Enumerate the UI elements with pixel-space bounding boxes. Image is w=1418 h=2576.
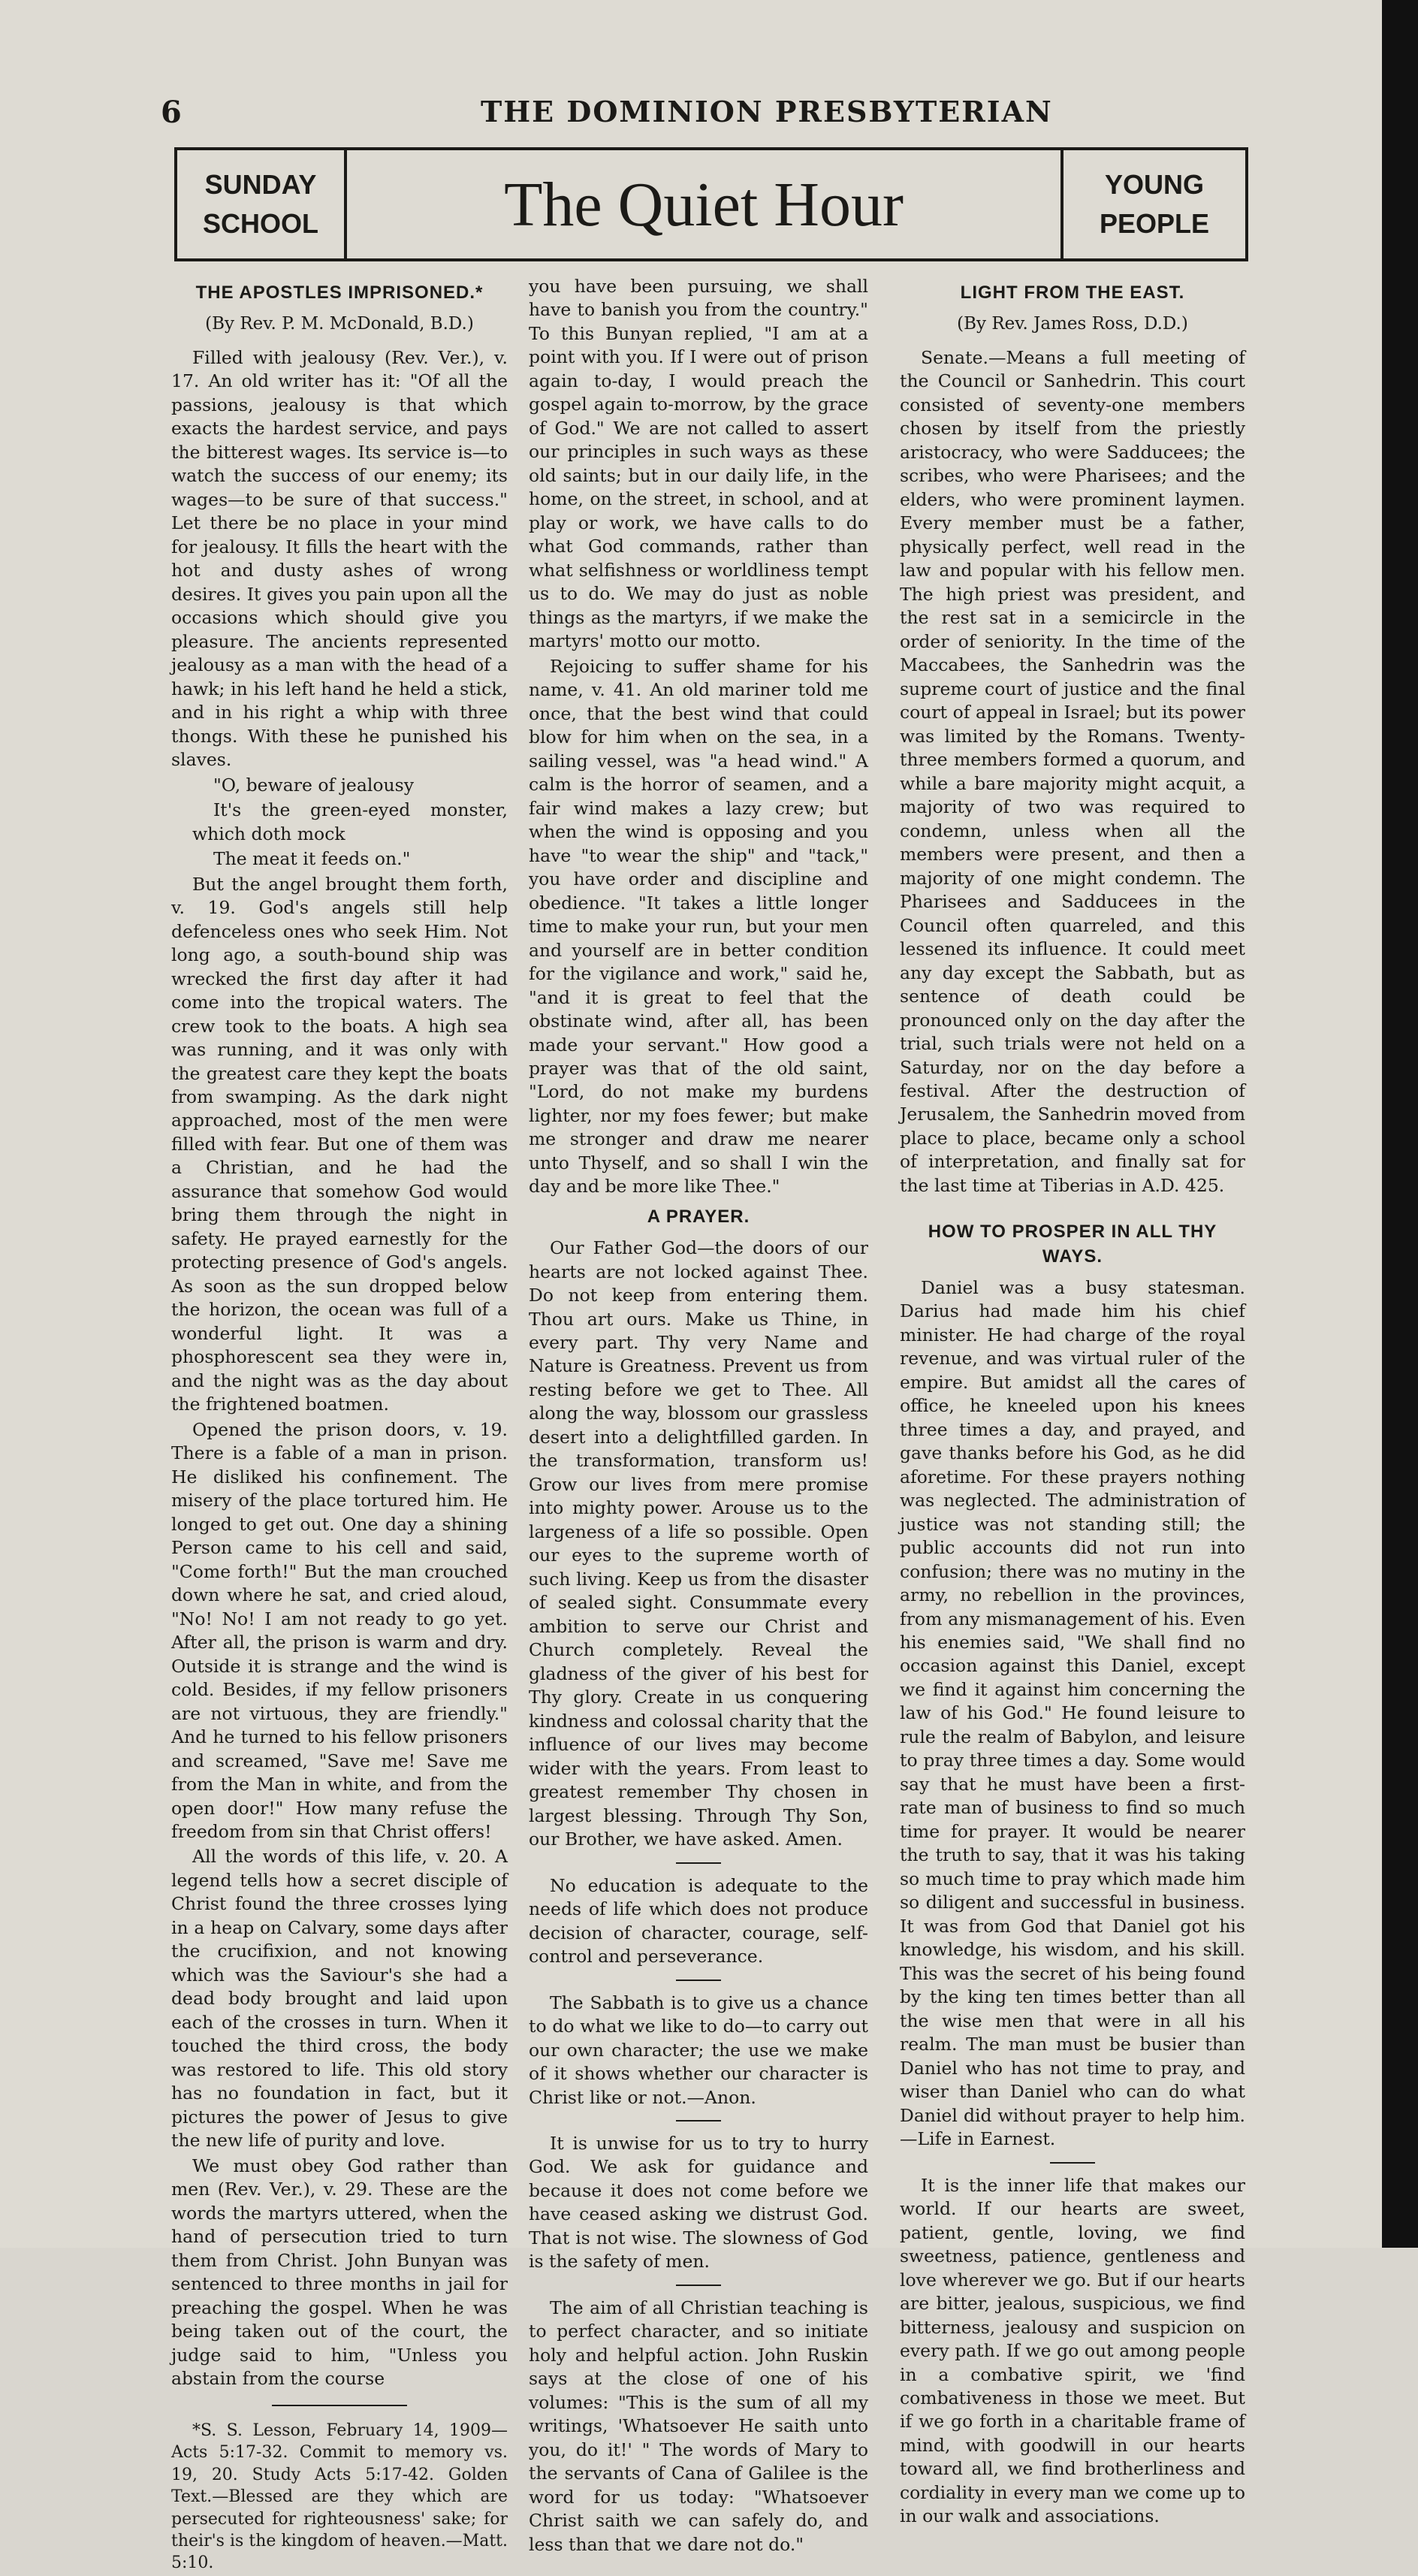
divider-rule <box>676 2285 721 2286</box>
column-1 <box>171 275 508 2576</box>
column-3 <box>900 275 1245 2530</box>
verse-line: It's the green-eyed monster, which doth mock <box>192 799 508 844</box>
article-heading: THE APOSTLES IMPRISONED.* <box>195 282 484 303</box>
paragraph: Senate.—Means a full meeting of the Council or Sanhedrin. This court consisted of seventy-one members chosen by itself from the priestly aristocracy, who were Sadducees; the scribes, who were Pharisees; and the elders, who were prominent laymen. Every member must be a father, physically perfect, well read in the law and popular with his fellow men. The high priest was president, and the rest sat in a semicircle in the order of seniority. In the time of the Maccabees, the Sanhedrin was the supreme court of justice and the final court of appeal in Israel; but its power was limited by the Romans. Twenty-three members formed a quorum, and while a bare majority might acquit, a majority of two was required to condemn, unless when all the members were present, and then a majority of one might condemn. The Pharisees and Sadducees in the Council often quarreled, and this lessened its influence. It could meet any day except the Sabbath, but as sentence of death could be pronounced only on the day after the trial, such trials were not held on a Saturday, nor on the day before a festival. After the destruction of Jerusalem, the Sanhedrin moved from place to place, became only a school of interpretation, and finally sat for the last time at Tiberias in A.D. 425. <box>900 346 1245 1196</box>
paragraph: No education is adequate to the needs of life which does not produce decision of character, courage, self-control and perseverance. <box>529 1874 868 1967</box>
paragraph: The aim of all Christian teaching is to perfect character, and so initiate holy and helpful action. John Ruskin says at the close of one of his volumes: "This is the sum of all my writings, 'Whatsoever He saith unto you, do it!' " The words of Mary to the servants of Cana of Galilee is the word for us today: "Whatsoever Christ saith we can safely do, and less than that we dare not do." <box>529 2297 868 2555</box>
divider-rule <box>676 2120 721 2122</box>
paragraph: We must obey God rather than men (Rev. Ver.), v. 29. These are the words the martyrs uttered, when the hand of persecution tried to turn them from Christ. John Bunyan was sentenced to three months in jail for preaching the gospel. When he was being taken out of the court, the judge said to him, "Unless you abstain from the course <box>171 2155 508 2390</box>
masthead-right-box <box>1060 150 1245 258</box>
byline: (By Rev. P. M. McDonald, B.D.) <box>205 314 474 334</box>
running-head: THE DOMINION PRESBYTERIAN <box>481 95 1053 128</box>
article-heading: LIGHT FROM THE EAST. <box>960 282 1185 303</box>
scan-edge <box>1382 0 1418 2248</box>
divider-rule <box>676 1862 721 1864</box>
masthead-left-line2: SCHOOL <box>202 208 318 239</box>
paragraph: you have been pursuing, we shall have to banish you from the country." To this Bunyan replied, "I am at a point with you. If I were out of prison again to-day, I would preach the gospel again to-morrow, by the grace of God." We are not called to assert our principles in such ways as these old saints; but in our daily life, in the home, on the street, in school, and at play or work, we have calls to do what God commands, rather than what selfishness or worldliness tempt us to do. We may do just as noble things as the martyrs, if we make the martyrs' motto our motto. <box>529 276 868 652</box>
divider-rule <box>676 1980 721 1981</box>
column-2 <box>529 275 868 2558</box>
section-masthead <box>174 147 1248 261</box>
section-title: The Quiet Hour <box>504 169 904 240</box>
footnote: *S. S. Lesson, February 14, 1909—Acts 5:17-32. Commit to memory vs. 19, 20. Study Acts 5:17-42. Golden Text.—Blessed are they which are persecuted for righteousness' sake; for their's is the kingdom of heaven.—Matt. 5:10. <box>171 2420 508 2573</box>
paragraph: Filled with jealousy (Rev. Ver.), v. 17. An old writer has it: "Of all the passions, jealousy is that which exacts the hardest service, and pays the bitterest wages. Its service is—to watch the success of our enemy; its wages—to be sure of that success." Let there be no place in your mind for jealousy. It fills the heart with the hot and dusty ashes of wrong desires. It gives you pain upon all the occasions which should give you pleasure. The ancients represented jealousy as a man with the head of a hawk; in his left hand he held a stick, and in his right a whip with three thongs. With these he punished his slaves. <box>171 346 508 771</box>
masthead-left-line1: SUNDAY <box>204 168 317 200</box>
masthead-right-line2: PEOPLE <box>1099 208 1210 239</box>
masthead-right-line1: YOUNG <box>1104 168 1204 200</box>
paragraph: But the angel brought them forth, v. 19. God's angels still help defenceless ones who seek Him. Not long ago, a south-bound ship was wrecked the first day after it had come into the tropical waters. The crew took to the boats. A high sea was running, and it was only with the greatest care they kept the boats from swamping. As the dark night approached, most of the men were filled with fear. But one of them was a Christian, and he had the assurance that somehow God would bring them through the night in safety. He prayed earnestly for the protecting presence of God's angels. As soon as the sun dropped below the horizon, the ocean was full of a wonderful light. It was a phosphorescent sea they were in, and the night was as the day about the frightened boatmen. <box>171 873 508 1415</box>
article-heading: HOW TO PROSPER IN ALL THY WAYS. <box>928 1222 1217 1267</box>
paragraph: Daniel was a busy statesman. Darius had made him his chief minister. He had charge of the royal revenue, and was virtual ruler of the empire. But amidst all the cares of office, he kneeled upon his knees three times a day, and prayed, and gave thanks before his God, as he did aforetime. For these prayers nothing was neglected. The administration of justice was not standing still; the public accounts did not run into confusion; there was no mutiny in the army, no rebellion in the provinces, from any mismanagement of his. Even his enemies said, "We shall find no occasion against this Daniel, except we find it against him concerning the law of his God." He found leisure to rule the realm of Babylon, and leisure to pray three times a day. Some would say that he must have been a first-rate man of business to find so much time for prayer. It would be nearer the truth to say, that it was his taking so much time to pray which made him so diligent and successful in business. It was from God that Daniel got his knowledge, his wisdom, and his skill. This was the secret of his being found by the king ten times better than all the wise men that were in all his realm. The man must be busier than Daniel who has not time to pray, and wiser than Daniel who can do what Daniel did without prayer to help him.—Life in Earnest. <box>900 1276 1245 2150</box>
article-heading: A PRAYER. <box>647 1206 750 1227</box>
paragraph: Our Father God—the doors of our hearts are not locked against Thee. Do not keep from entering them. Thou art ours. Make us Thine, in every part. Thy very Name and Nature is Greatness. Prevent us from resting before we get to Thee. All along the way, blossom our grassless desert into a delightfilled garden. In the transformation, transform us! Grow our lives from mere promise into mighty power. Arouse us to the largeness of a life so possible. Open our eyes to the supreme worth of such living. Keep us from the disaster of sealed sight. Consummate every ambition to serve our Christ and Church completely. Reveal the gladness of the giver of his best for Thy glory. Create in us conquering kindness and colossal charity that the influence of our lives may become wider with the years. From least to greatest remember Thy chosen in largest blessing. Through Thy Son, our Brother, we have asked. Amen. <box>529 1237 868 1850</box>
paragraph: All the words of this life, v. 20. A legend tells how a secret disciple of Christ found the three crosses lying in a heap on Calvary, some days after the crucifixion, and not knowing which was the Saviour's she had a dead body brought and laid upon each of the crosses in turn. When it touched the third cross, the body was restored to life. This old story has no foundation in fact, but it pictures the power of Jesus to give the new life of purity and love. <box>171 1846 508 2152</box>
paragraph: Opened the prison doors, v. 19. There is a fable of a man in prison. He disliked his confinement. The misery of the place tortured him. He longed to get out. One day a shining Person came to his cell and said, "Come forth!" But the man crouched down where he sat, and cried aloud, "No! No! I am not ready to go yet. After all, the prison is warm and dry. Outside it is strange and the wind is cold. Besides, if my fellow prisoners are not virtuous, they are friendly." And he turned to his fellow prisoners and screamed, "Save me! Save me from the Man in white, and from the open door!" How many refuse the freedom from sin that Christ offers! <box>171 1418 508 1842</box>
footnote-rule <box>272 2405 407 2406</box>
masthead-left-box <box>177 150 347 258</box>
divider-rule <box>1050 2162 1095 2164</box>
paragraph: The Sabbath is to give us a chance to do what we like to do—to carry out our own character; the use we make of it shows whether our character is Christ like or not.—Anon. <box>529 1992 868 2108</box>
byline: (By Rev. James Ross, D.D.) <box>957 314 1188 334</box>
paragraph: It is the inner life that makes our world. If our hearts are sweet, patient, gentle, loving, we find sweetness, patience, gentleness and love wherever we go. But if our hearts are bitter, jealous, suspicious, we find bitterness, jealousy and suspicion on every path. If we go out among people in a combative spirit, we 'find combativeness in those we meet. But if we go forth in a charitable frame of mind, with goodwill in our hearts toward all, we find brotherliness and cordiality in every man we come up to in our walk and associations. <box>900 2174 1245 2527</box>
page-number: 6 <box>161 95 182 130</box>
verse-line: The meat it feeds on." <box>213 848 411 870</box>
paragraph: It is unwise for us to try to hurry God. We ask for guidance and because it does not come before we have ceased asking we distrust God. That is not wise. The slowness of God is the safety of men. <box>529 2133 868 2272</box>
verse-line: "O, beware of jealousy <box>213 774 414 796</box>
paragraph: Rejoicing to suffer shame for his name, v. 41. An old mariner told me once, that the best wind that could blow for him when on the sea, in a sailing vessel, was "a head wind." A calm is the horror of seamen, and a fair wind makes a lazy crew; but when the wind is opposing and you have "to wear the ship" and "tack," you have order and discipline and obedience. "It takes a little longer time to make your run, but your men and yourself are in better condition for the vigilance and work," said he, "and it is great to feel that the obstinate wind, after all, has been made your servant." How good a prayer was that of the old saint, "Lord, do not make my burdens lighter, nor my foes fewer; but make me stronger and draw me nearer unto Thyself, and so shall I win the day and be more like Thee." <box>529 655 868 1197</box>
